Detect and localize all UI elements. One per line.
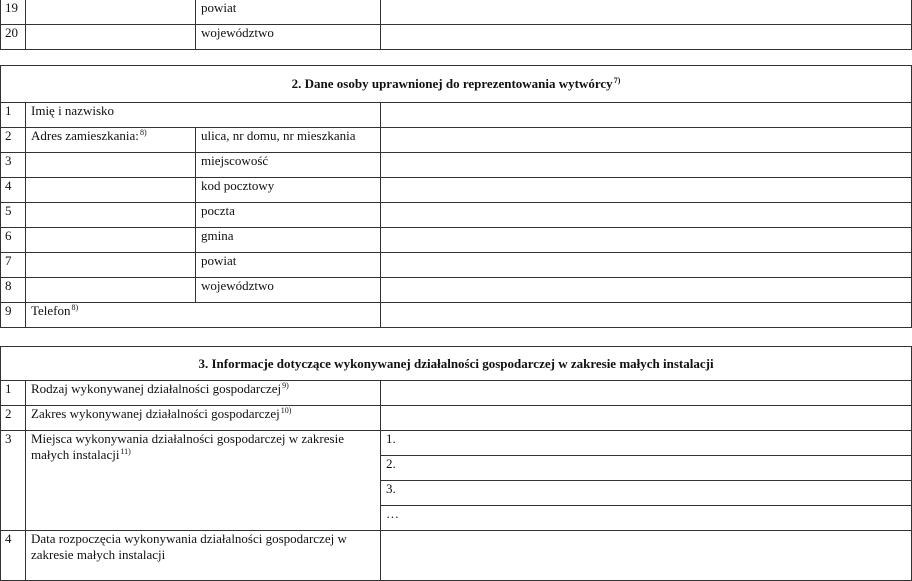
row-value-field[interactable] xyxy=(381,253,912,278)
row-value-field[interactable] xyxy=(381,228,912,253)
row-number: 5 xyxy=(1,203,26,228)
row-sublabel: powiat xyxy=(196,253,381,278)
row-label xyxy=(26,278,196,303)
row-label xyxy=(26,406,381,431)
row-number: 1 xyxy=(1,381,26,406)
row-number: 4 xyxy=(1,531,26,581)
row-label xyxy=(26,128,196,153)
table-row xyxy=(1,431,912,456)
row-label: Imię i nazwisko xyxy=(26,103,381,128)
row-number: 1 xyxy=(1,103,26,128)
table-row xyxy=(1,531,912,581)
representative-table xyxy=(0,65,912,328)
row-sublabel: miejscowość xyxy=(196,153,381,178)
table-row xyxy=(1,228,912,253)
row-sublabel: poczta xyxy=(196,203,381,228)
row-number: 7 xyxy=(1,253,26,278)
row-label xyxy=(26,253,196,278)
row-number: 20 xyxy=(1,25,26,50)
row-number: 2 xyxy=(1,128,26,153)
footnote-ref: 8) xyxy=(71,303,79,312)
row-number: 3 xyxy=(1,153,26,178)
table-row xyxy=(1,253,912,278)
row-label xyxy=(26,381,381,406)
footnote-ref: 9) xyxy=(282,381,289,390)
section-header xyxy=(1,347,912,381)
row-label xyxy=(26,431,381,531)
row-number: 3 xyxy=(1,431,26,531)
address-table-continued xyxy=(0,0,912,50)
row-number: 4 xyxy=(1,178,26,203)
table-row xyxy=(1,0,912,25)
row-value-field[interactable] xyxy=(381,406,912,431)
section-title-text: 2. Dane osoby uprawnionej do reprezentowania wytwórcy xyxy=(291,76,613,91)
row-value-field[interactable] xyxy=(381,178,912,203)
row-value-field[interactable] xyxy=(381,203,912,228)
row-label xyxy=(26,25,196,50)
row-label-text: Miejsca wykonywania działalności gospodarczej w zakresie małych instalacji xyxy=(31,431,344,462)
footnote-ref: 7) xyxy=(613,76,621,85)
location-field[interactable]: 3. xyxy=(381,481,912,506)
row-value-field[interactable] xyxy=(381,303,912,328)
footnote-ref: 11) xyxy=(120,447,131,456)
table-row xyxy=(1,128,912,153)
table-row xyxy=(1,203,912,228)
table-row xyxy=(1,381,912,406)
footnote-ref: 8) xyxy=(139,128,147,137)
row-label xyxy=(26,303,381,328)
section-title: 3. Informacje dotyczące wykonywanej działalności gospodarczej w zakresie małych instalacji xyxy=(1,347,912,381)
row-label xyxy=(26,228,196,253)
row-label xyxy=(26,153,196,178)
location-field[interactable]: 1. xyxy=(381,431,912,456)
row-value-field[interactable] xyxy=(381,153,912,178)
row-label xyxy=(26,0,196,25)
row-value-field[interactable] xyxy=(381,278,912,303)
row-label xyxy=(26,178,196,203)
table-row xyxy=(1,178,912,203)
business-activity-table xyxy=(0,346,912,581)
row-value-field[interactable] xyxy=(381,128,912,153)
row-sublabel: powiat xyxy=(196,0,381,25)
row-value-field[interactable] xyxy=(381,0,912,25)
location-field[interactable]: … xyxy=(381,506,912,531)
row-number: 6 xyxy=(1,228,26,253)
section-header xyxy=(1,66,912,103)
row-sublabel: województwo xyxy=(196,278,381,303)
row-value-field[interactable] xyxy=(381,25,912,50)
row-label-text: Rodzaj wykonywanej działalności gospodarczej xyxy=(31,381,282,396)
row-value-field[interactable] xyxy=(381,531,912,581)
table-row xyxy=(1,25,912,50)
table-row xyxy=(1,406,912,431)
row-sublabel: gmina xyxy=(196,228,381,253)
row-value-field[interactable] xyxy=(381,103,912,128)
row-sublabel: kod pocztowy xyxy=(196,178,381,203)
row-value-field[interactable] xyxy=(381,381,912,406)
row-sublabel: województwo xyxy=(196,25,381,50)
table-row xyxy=(1,303,912,328)
section-title xyxy=(1,66,912,103)
row-number: 19 xyxy=(1,0,26,25)
row-label xyxy=(26,203,196,228)
table-row xyxy=(1,278,912,303)
row-sublabel: ulica, nr domu, nr mieszkania xyxy=(196,128,381,153)
location-field[interactable]: 2. xyxy=(381,456,912,481)
row-label-text: Adres zamieszkania: xyxy=(31,128,139,143)
row-number: 8 xyxy=(1,278,26,303)
row-label: Data rozpoczęcia wykonywania działalności gospodarczej w zakresie małych instalacji xyxy=(26,531,381,581)
row-number: 2 xyxy=(1,406,26,431)
table-row xyxy=(1,153,912,178)
table-row xyxy=(1,103,912,128)
row-label-text: Telefon xyxy=(31,303,71,318)
row-label-text: Zakres wykonywanej działalności gospodarczej xyxy=(31,406,280,421)
row-number: 9 xyxy=(1,303,26,328)
footnote-ref: 10) xyxy=(280,406,292,415)
